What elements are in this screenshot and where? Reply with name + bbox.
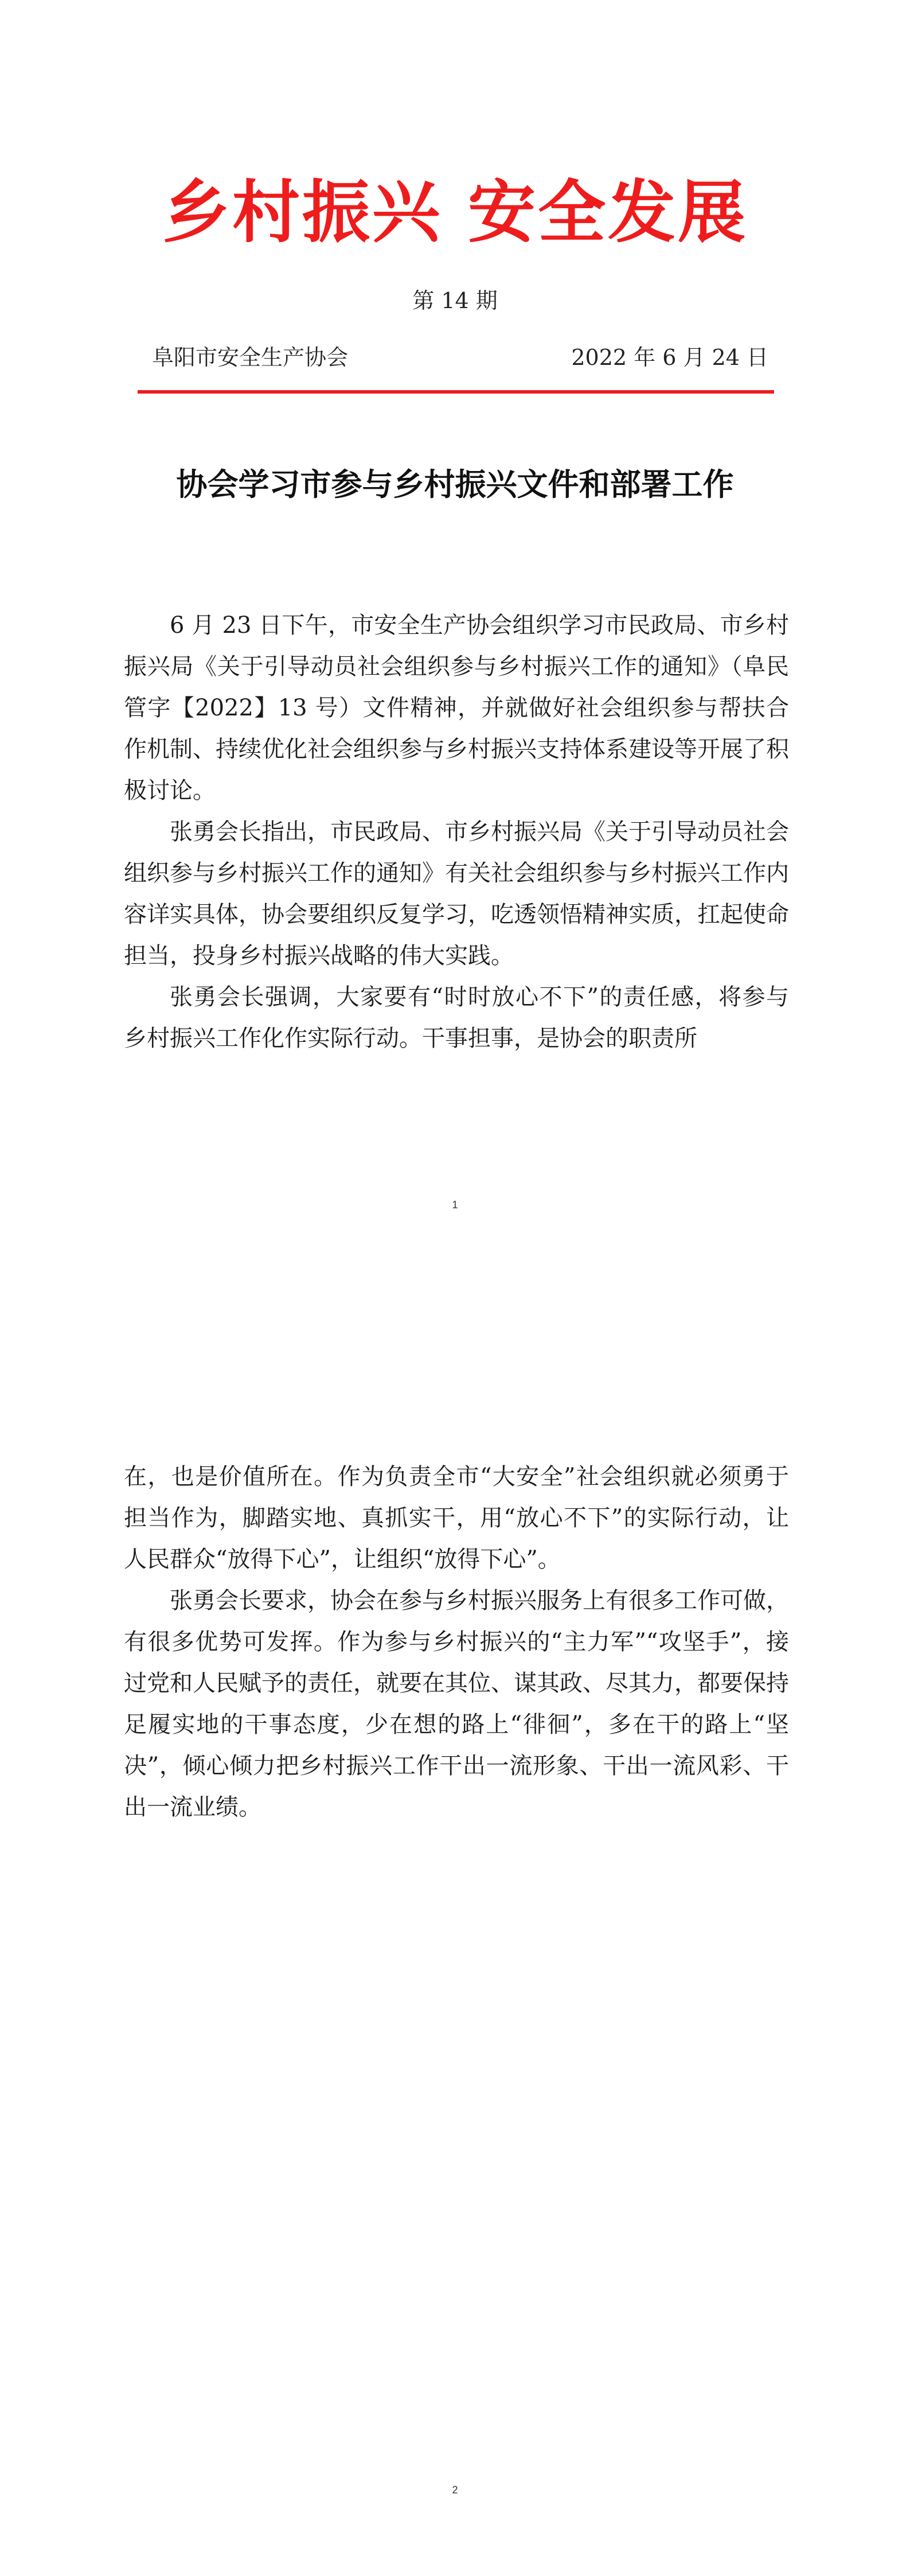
page-number: 1 [452,1199,458,1211]
publisher-name: 阜阳市安全生产协会 [152,345,349,370]
masthead-title: 乡村振兴 安全发展 [162,173,748,252]
publication-meta [152,343,768,372]
paragraph: 6 月 23 日下午，市安全生产协会组织学习市民政局、市乡村振兴局《关于引导动员社会组织参与乡村振兴工作的通知》（阜民管字【2022】13 号）文件精神，并就做好社会组织参与帮扶合作机制、持续优化社会组织参与乡村振兴支持体系建设等开展了积极讨论。 [124,612,789,804]
article-body-page-1 [124,605,789,1059]
issue-number: 第 14 期 [412,288,498,313]
article-body-page-2 [124,1456,789,1828]
page-number: 2 [452,2484,458,2496]
paragraph: 张勇会长要求，协会在参与乡村振兴服务上有很多工作可做，有很多优势可发挥。作为参与乡村振兴的“主力军”“攻坚手”，接过党和人民赋予的责任，就要在其位、谋其政、尽其力，都要保持足履实地的干事态度，少在想的路上“徘徊”，多在干的路上“坚决”，倾心倾力把乡村振兴工作干出一流形象、干出一流风彩、干出一流业绩。 [124,1587,789,1820]
paragraph: 张勇会长强调，大家要有“时时放心不下”的责任感，将参与乡村振兴工作化作实际行动。干事担事，是协会的职责所 [124,984,789,1052]
red-divider [138,390,774,394]
publish-date: 2022 年 6 月 24 日 [571,345,768,370]
paragraph: 张勇会长指出，市民政局、市乡村振兴局《关于引导动员社会组织参与乡村振兴工作的通知》有关社会组织参与乡村振兴工作内容详实具体，协会要组织反复学习，吃透领悟精神实质，扛起使命担当，投身乡村振兴战略的伟大实践。 [124,819,789,969]
article-title: 协会学习市参与乡村振兴文件和部署工作 [176,466,734,503]
paragraph-continued: 在，也是价值所在。作为负责全市“大安全”社会组织就必须勇于担当作为，脚踏实地、真抓实干，用“放心不下”的实际行动，让人民群众“放得下心”，让组织“放得下心”。 [124,1464,789,1573]
